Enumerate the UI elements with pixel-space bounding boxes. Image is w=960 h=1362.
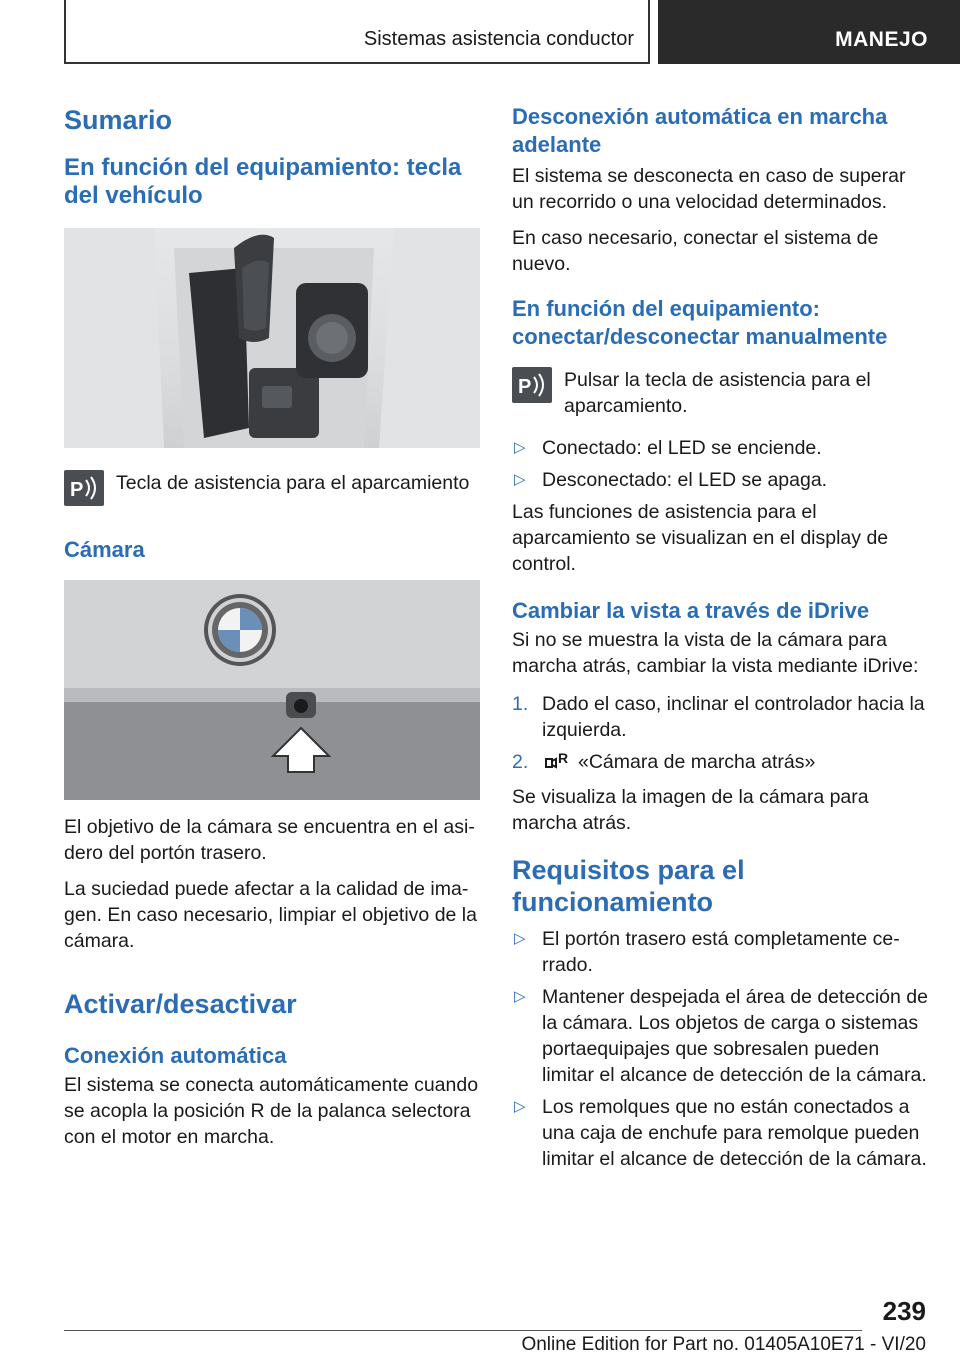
heading-activar: Activar/desactivar (64, 989, 297, 1019)
triangle-bullet-icon: ▷ (514, 1098, 526, 1115)
list-requisitos (512, 926, 928, 1172)
svg-text:P: P (518, 376, 532, 398)
list-item (512, 984, 928, 1088)
heading-manual: En función del equipamiento: conectar/desconectar manualmente (512, 296, 888, 349)
triangle-bullet-icon: ▷ (514, 988, 526, 1005)
camera-photo (64, 580, 480, 800)
list-item (512, 926, 928, 978)
camera-illustration (64, 580, 480, 800)
list-led (512, 435, 928, 493)
list-item-text: Mantener despejada el área de detección de la cámara. Los objetos de carga o sistemas portaequipajes que sobresalen pueden limitar el alcance de detección de la cámara. (542, 986, 928, 1086)
footer-edition: Online Edition for Part no. 01405A10E71 - VI/20 (521, 1334, 926, 1355)
heading-camara: Cámara (64, 537, 145, 562)
list-item (512, 467, 928, 493)
right-column (512, 96, 928, 1172)
paragraph-camara-2: La suciedad puede afectar a la calidad de imagen. En caso necesario, limpiar el objetivo de la cámara. (64, 878, 477, 952)
paragraph-visualiza: Se visualiza la imagen de la cámara para marcha atrás. (512, 786, 869, 834)
heading-tecla-vehiculo: En función del equipamiento: tecla del vehículo (64, 154, 462, 209)
heading-conexion: Conexión automática (64, 1043, 287, 1068)
triangle-bullet-icon: ▷ (514, 471, 526, 488)
paragraph-vista: Si no se muestra la vista de la cámara para marcha atrás, cambiar la vista mediante iDrive: (512, 629, 919, 677)
triangle-bullet-icon: ▷ (514, 439, 526, 456)
list-item-text: Desconectado: el LED se apaga. (542, 469, 828, 491)
paragraph-camara-1: El objetivo de la cámara se encuentra en el asidero del portón trasero. (64, 816, 475, 864)
list-item-text: Los remolques que no están conectados a una caja de enchufe para remolque pueden limitar el alcance de detección de la cámara. (542, 1096, 927, 1170)
heading-desconexion: Desconexión automática en marcha adelante (512, 104, 888, 157)
list-item-text: Conectado: el LED se enciende. (542, 437, 822, 459)
parking-assist-icon (512, 367, 552, 403)
console-illustration (64, 228, 480, 448)
header-chapter-box (658, 0, 960, 64)
footer-divider (64, 1330, 862, 1331)
header-chapter-title: MANEJO (835, 28, 928, 51)
paragraph-desconexion-1: El sistema se desconecta en caso de superar un recorrido o una velocidad determinados. (512, 165, 906, 213)
page-header (0, 0, 960, 66)
step-text: Dado el caso, inclinar el controlador hacia la izquierda. (542, 693, 925, 741)
caption-tecla: Tecla de asistencia para el aparcamiento (116, 472, 470, 494)
list-item (512, 691, 928, 743)
triangle-bullet-icon: ▷ (514, 930, 526, 947)
heading-requisitos: Requisitos para el funcionamiento (512, 855, 745, 917)
list-item (512, 749, 928, 778)
paragraph-conexion: El sistema se conecta automáticamente cuando se acopla la posición R de la palanca selectora con el motor en marcha. (64, 1074, 479, 1148)
paragraph-pulsar: Pulsar la tecla de asistencia para el aparcamiento. (564, 369, 871, 417)
caption-tecla-row (64, 470, 480, 506)
heading-vista: Cambiar la vista a través de iDrive (512, 598, 870, 623)
step-number: 2. (512, 751, 529, 773)
paragraph-desconexion-2: En caso necesario, conectar el sistema de nuevo. (512, 227, 879, 275)
rear-camera-icon (542, 749, 572, 778)
list-steps (512, 691, 928, 778)
heading-sumario: Sumario (64, 105, 173, 135)
svg-text:R: R (558, 750, 569, 766)
svg-text:P: P (70, 479, 84, 501)
left-column (64, 96, 480, 1150)
step-number: 1. (512, 693, 529, 715)
parking-assist-icon (64, 470, 104, 506)
pulsar-row (512, 367, 928, 419)
step-text: «Cámara de marcha atrás» (578, 751, 816, 773)
page-number: 239 (882, 1296, 926, 1326)
list-item (512, 435, 928, 461)
header-section-box (64, 0, 650, 64)
list-item-text: El portón trasero está completamente cerrado. (542, 928, 900, 976)
console-photo (64, 228, 480, 448)
header-section-title: Sistemas asistencia conductor (363, 28, 634, 50)
paragraph-funciones: Las funciones de asistencia para el aparcamiento se visualizan en el display de control. (512, 501, 889, 575)
list-item (512, 1094, 928, 1172)
